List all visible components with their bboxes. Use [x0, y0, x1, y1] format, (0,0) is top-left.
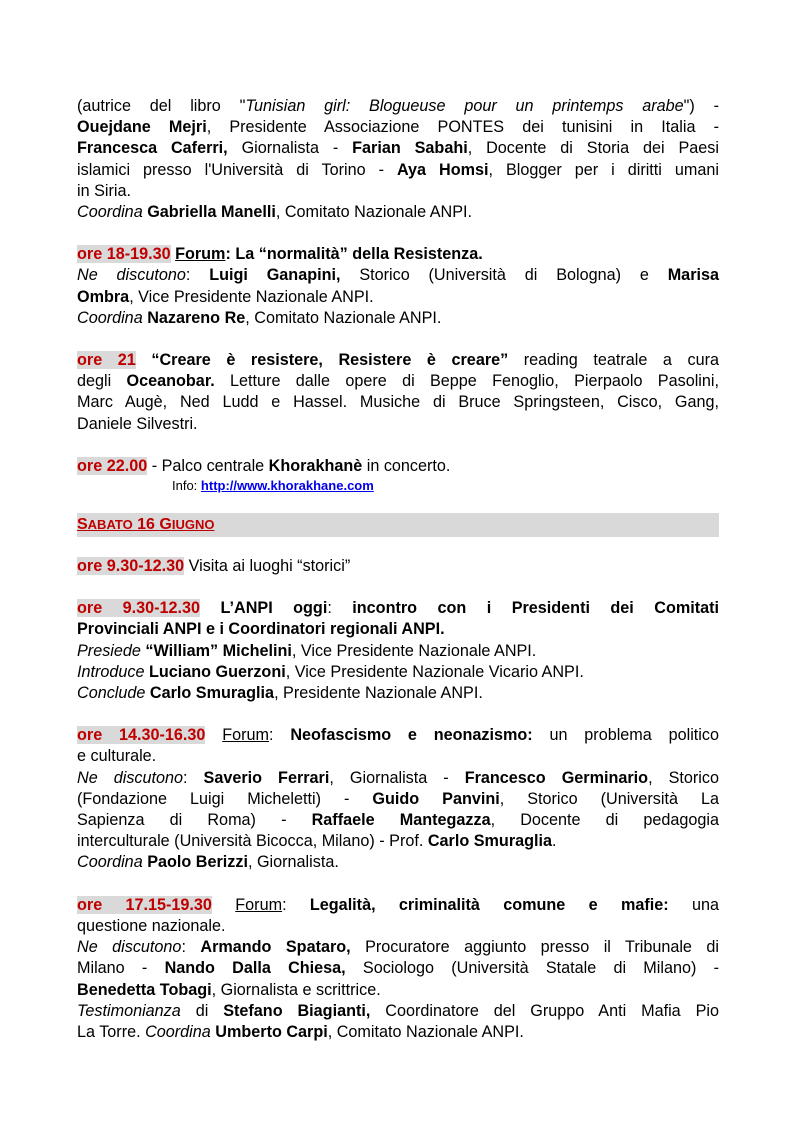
text: Marc Augè, Ned Ludd e Hassel. Musiche di Bruce Springsteen, Cisco, Gang, [77, 393, 719, 412]
event-visit [77, 556, 719, 577]
text: Daniele Silvestri. [77, 414, 198, 433]
day-initial: S [77, 516, 88, 534]
text: Sociologo (Università Statale di Milano) - [345, 959, 720, 978]
text: , Vice Presidente Nazionale ANPI. [291, 641, 537, 660]
event-time: ore 21 [77, 351, 136, 370]
role-label: Coordina [145, 1022, 211, 1041]
text-line [77, 937, 719, 958]
role-label: Introduce [77, 662, 145, 681]
role-label: Ne discutono [77, 938, 182, 957]
text: Sapienza di Roma) - [77, 811, 312, 830]
text-line [77, 662, 719, 683]
text-line [77, 138, 719, 159]
text: (autrice del libro " [77, 97, 246, 115]
speaker-name: Stefano Biagianti, [223, 1001, 371, 1020]
speakers-block-previous [77, 96, 719, 223]
event-reading [77, 350, 719, 435]
speaker-name: “William” Michelini [145, 641, 292, 660]
month-word: IUGNO [171, 517, 215, 533]
speaker-name: Raffaele Mantegazza [311, 811, 491, 830]
text: , Blogger per i diritti umani [488, 160, 719, 179]
text: ") - [683, 97, 719, 115]
coordinator-line [77, 852, 719, 873]
text-line [77, 746, 719, 767]
forum-label: Forum [175, 245, 226, 264]
speaker-name: Ouejdane Mejri [77, 118, 207, 137]
forum-label: Forum [235, 895, 283, 914]
text-line [77, 768, 719, 789]
event-time: ore 17.15-19.30 [77, 895, 212, 914]
text: : [183, 768, 204, 787]
role-label: Coordina [77, 203, 143, 222]
text: islamici presso l'Università di Torino - [77, 160, 397, 179]
speaker-name: Luigi Ganapini, [209, 266, 341, 285]
event-time: ore 18-19.30 [77, 245, 171, 264]
event-title-line [77, 244, 719, 265]
speaker-name: Ombra [77, 287, 130, 306]
text-line [77, 371, 719, 392]
role-label: Coordina [77, 308, 143, 327]
speaker-name: Oceanobar. [126, 372, 215, 391]
speaker-name: Luciano Guerzoni [149, 662, 286, 681]
coordinator-line [77, 308, 719, 329]
speaker-name: Farian Sabahi [352, 139, 468, 158]
text-line [77, 117, 719, 138]
text: , Giornalista. [247, 853, 339, 872]
speaker-name: Nazareno Re [147, 308, 246, 327]
performer-name: Khorakhanè [268, 456, 363, 475]
speaker-name: Nando Dalla Chiesa, [164, 959, 346, 978]
event-anpi-oggi [77, 598, 719, 704]
event-title-line [77, 619, 719, 640]
text: , Giornalista e scrittrice. [211, 980, 381, 999]
text-line [77, 789, 719, 810]
text: , Giornalista - [329, 768, 465, 787]
text: degli [77, 372, 127, 391]
text-line [77, 181, 719, 202]
event-time: ore 22.00 [77, 456, 148, 475]
role-label: Coordina [77, 853, 143, 872]
text-line [77, 287, 719, 308]
text-line [77, 916, 719, 937]
event-title: Provinciali ANPI e i Coordinatori regionali ANPI. [77, 620, 445, 639]
text-line [77, 160, 719, 181]
event-time: ore 9.30-12.30 [77, 599, 201, 618]
text: : [327, 599, 353, 618]
text: interculturale (Università Bicocca, Milano) - Prof. [77, 832, 428, 851]
text: , Storico (Università La [499, 789, 720, 808]
text: : [269, 726, 291, 745]
speaker-name: Carlo Smuraglia [149, 684, 275, 703]
speaker-name: Carlo Smuraglia [427, 832, 553, 851]
text: . [552, 832, 557, 851]
text: , Docente di pedagogia [490, 811, 719, 830]
event-time: ore 14.30-16.30 [77, 726, 206, 745]
role-label: Ne discutono [77, 768, 184, 787]
event-title-line [77, 598, 719, 619]
text-line [77, 414, 719, 435]
event-title: Visita ai luoghi “storici” [184, 557, 351, 576]
speaker-name: Francesco Germinario [464, 768, 649, 787]
speaker-name: Aya Homsi [396, 160, 489, 179]
day-number: 16 [132, 516, 160, 534]
text: , Storico [648, 768, 719, 787]
info-line [172, 477, 719, 494]
text: Coordinatore del Gruppo Anti Mafia Pio [370, 1001, 719, 1020]
text: reading teatrale a cura [508, 351, 719, 370]
speaker-name: Guido Panvini [372, 789, 500, 808]
text-line [77, 265, 719, 286]
text: , Comitato Nazionale ANPI. [327, 1022, 524, 1041]
text: : [185, 266, 210, 285]
text-line [77, 1001, 719, 1022]
forum-label: Forum [222, 726, 270, 745]
event-title-line [77, 725, 719, 746]
event-time: ore 9.30-12.30 [77, 557, 185, 576]
text: , Presidente Associazione PONTES dei tunisini in Italia - [206, 118, 719, 137]
event-title: Neofascismo e neonazismo: [290, 726, 533, 745]
text: (Fondazione Luigi Micheletti) - [77, 789, 373, 808]
text: - Palco centrale [147, 456, 269, 475]
text: in concerto. [362, 456, 451, 475]
book-title: Tunisian girl: Blogueuse pour un printemps arabe [245, 97, 684, 115]
event-concert [77, 456, 719, 494]
speaker-name: Umberto Carpi [215, 1022, 328, 1041]
text: : [181, 938, 201, 957]
event-title: “Creare è resistere, Resistere è creare” [151, 351, 509, 370]
event-title: incontro con i Presidenti dei Comitati [352, 599, 720, 618]
speaker-name: Marisa [667, 266, 719, 285]
text-line [77, 958, 719, 979]
text-line [77, 96, 719, 117]
program-page [77, 96, 719, 1043]
role-label: Testimonianza [77, 1001, 181, 1020]
text: , Vice Presidente Nazionale Vicario ANPI. [285, 662, 584, 681]
text: Storico (Università di Bologna) e [340, 266, 668, 285]
event-title-line [77, 895, 719, 916]
event-forum-neofascismo [77, 725, 719, 873]
speaker-name: Francesca Caferri, [77, 139, 228, 158]
event-title: Legalità, criminalità comune e mafie: [309, 895, 669, 914]
event-title-line [77, 350, 719, 371]
text: La Torre. [77, 1022, 146, 1041]
text: Procuratore aggiunto presso il Tribunale di [350, 938, 719, 957]
day-heading [77, 513, 719, 537]
event-title: : La “normalità” della Resistenza. [225, 245, 483, 264]
speaker-name: Saverio Ferrari [203, 768, 330, 787]
info-label: Info: [172, 478, 201, 494]
text-line [77, 641, 719, 662]
text-line [77, 980, 719, 1001]
speaker-name: Paolo Berizzi [147, 853, 248, 872]
event-title: L’ANPI oggi [220, 599, 328, 618]
speaker-name: Gabriella Manelli [147, 203, 276, 222]
text: Letture dalle opere di Beppe Fenoglio, Pierpaolo Pasolini, [214, 372, 719, 391]
role-label: Ne discutono [77, 266, 186, 285]
text: un problema politico [532, 726, 719, 745]
role-label: Conclude [77, 684, 146, 703]
role-label: Presiede [77, 641, 141, 660]
text: , Presidente Nazionale ANPI. [274, 684, 483, 703]
text: in Siria. [77, 181, 131, 200]
event-forum-normalita [77, 244, 719, 329]
event-forum-legalita [77, 895, 719, 1043]
text-line [77, 810, 719, 831]
text: , Docente di Storia dei Paesi [467, 139, 719, 158]
text-line [77, 683, 719, 704]
event-title-line [77, 456, 719, 477]
text: questione nazionale. [77, 916, 226, 935]
coordinator-line [77, 1022, 719, 1043]
text: una [668, 895, 719, 914]
text: , Comitato Nazionale ANPI. [275, 203, 472, 222]
speaker-name: Armando Spataro, [200, 938, 351, 957]
text: , Vice Presidente Nazionale ANPI. [129, 287, 374, 306]
text: Milano - [77, 959, 165, 978]
month-initial: G [159, 516, 172, 534]
text: di [180, 1001, 224, 1020]
text-line [77, 392, 719, 413]
text: e culturale. [77, 747, 157, 766]
text: : [282, 895, 310, 914]
day-word: ABATO [87, 517, 133, 533]
text: Giornalista - [227, 139, 353, 158]
text: , Comitato Nazionale ANPI. [245, 308, 442, 327]
coordinator-line [77, 202, 719, 223]
speaker-name: Benedetta Tobagi [77, 980, 212, 999]
info-link[interactable]: http://www.khorakhane.com [200, 478, 374, 494]
text-line [77, 831, 719, 852]
